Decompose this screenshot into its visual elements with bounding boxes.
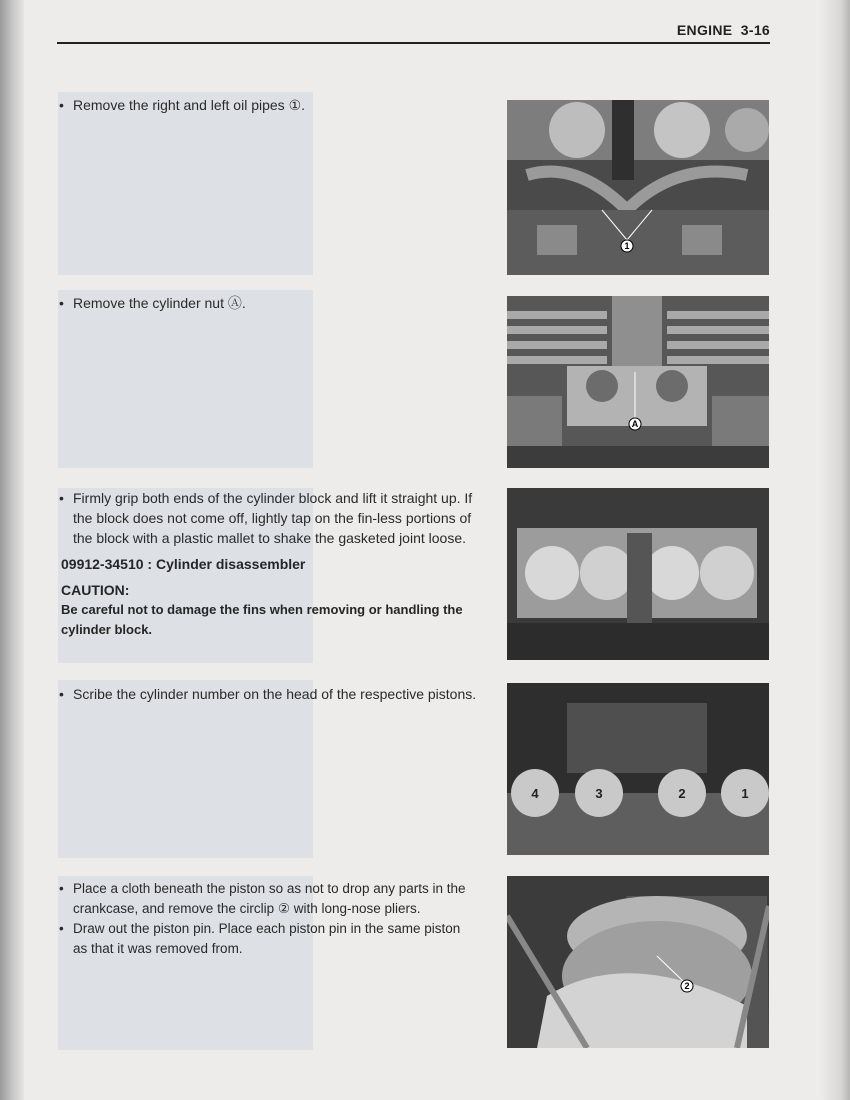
- header-text: [677, 22, 770, 38]
- photo-callout: A: [631, 419, 639, 429]
- header-section: ENGINE: [676, 22, 733, 38]
- step-piston-pin: [57, 879, 477, 959]
- piston-number-label: 3: [595, 786, 603, 801]
- photo-oil-pipes: [507, 100, 769, 275]
- header-page-number: 3-16: [740, 22, 770, 38]
- step-text: • Draw out the piston pin. Place each piston pin in the same piston as that it was removed from.: [57, 919, 477, 959]
- caution-text: Be careful not to damage the fins when removing or handling the cylinder block.: [61, 602, 463, 637]
- page-binding-edge: [0, 0, 24, 1100]
- step-scribe-number: [57, 684, 477, 704]
- bleed-through-panel: [58, 92, 313, 275]
- photo-cylinder-block: [507, 488, 769, 660]
- special-tool: 09912-34510 : Cylinder disassembler: [61, 556, 306, 572]
- caution-title: CAUTION:: [61, 582, 130, 598]
- step-cylinder-nut: [57, 293, 477, 313]
- piston-number-label: 4: [531, 786, 539, 801]
- step-text: • Place a cloth beneath the piston so as not to drop any parts in the crankcase, and remove the circlip ② with long-nose pliers.: [57, 879, 477, 919]
- page-header: [57, 22, 770, 44]
- photo-piston-circlip: [507, 876, 769, 1048]
- photo-cylinder-nut: [507, 296, 769, 468]
- page-right-edge: [820, 0, 850, 1100]
- step-oil-pipes: [57, 95, 477, 115]
- step-text: • Scribe the cylinder number on the head of the respective pistons.: [57, 684, 477, 704]
- photo-piston-numbers: [507, 683, 769, 855]
- bleed-through-panel: [58, 290, 313, 468]
- step-text: • Remove the cylinder nut Ⓐ.: [57, 293, 477, 313]
- photo-callout: 2: [684, 981, 690, 991]
- step-text: • Remove the right and left oil pipes ①.: [57, 95, 477, 115]
- photo-callout: 1: [624, 241, 630, 251]
- piston-number-label: 2: [678, 786, 686, 801]
- step-lift-cylinder: [57, 488, 477, 640]
- piston-number-label: 1: [741, 786, 749, 801]
- step-text: • Firmly grip both ends of the cylinder block and lift it straight up. If the block does not come off, lightly tap on the fin-less portions of the block with a plastic mallet to shake the gasketed joint loose.: [57, 488, 477, 548]
- bleed-through-panel: [58, 680, 313, 858]
